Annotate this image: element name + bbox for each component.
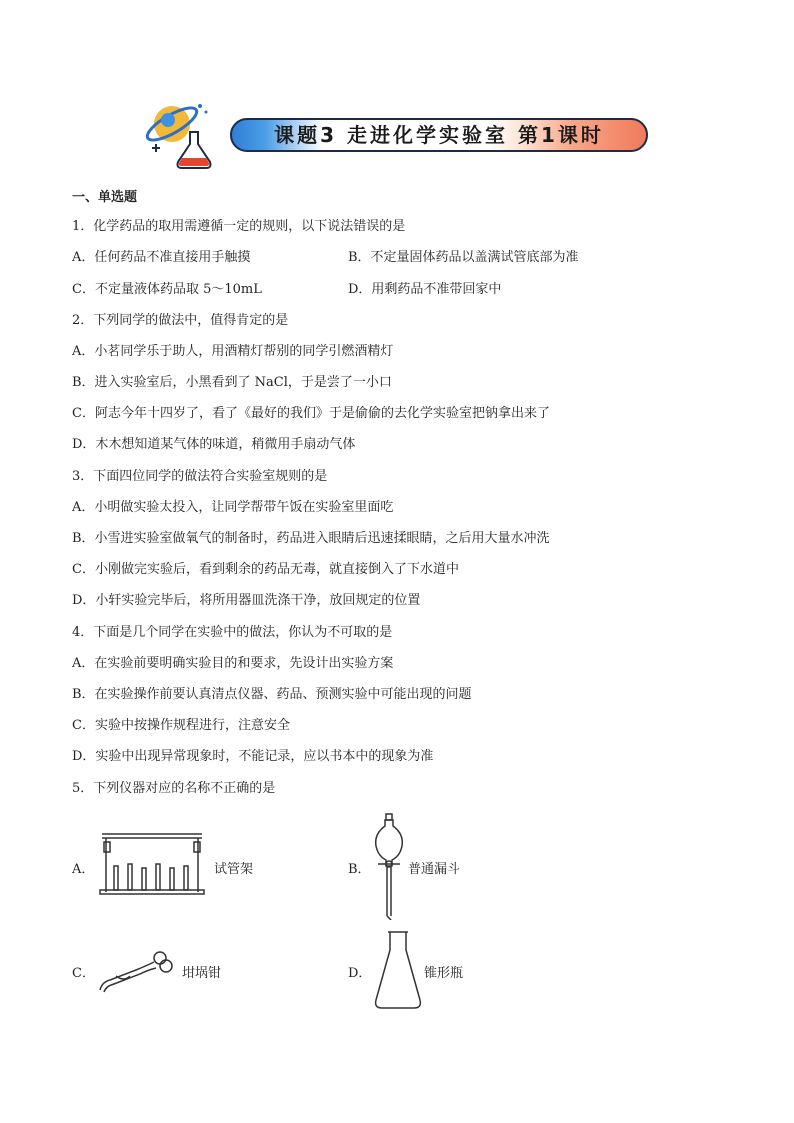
question-5-option-a-name: 试管架: [214, 862, 254, 877]
question-3-stem: 3．下面四位同学的做法符合实验室规则的是: [72, 469, 328, 484]
question-2-option-b: B．进入实验室后，小黑看到了 NaCl，于是尝了一小口: [72, 375, 392, 390]
question-5-option-d-letter: D．: [348, 966, 372, 981]
question-1-option-c: C．不定量液体药品取 5～10mL: [72, 282, 262, 297]
question-1-option-d: D．用剩药品不准带回家中: [348, 282, 502, 297]
science-logo-icon: [140, 96, 220, 174]
question-2-stem: 2．下列同学的做法中，值得肯定的是: [72, 313, 289, 328]
question-4-option-d: D．实验中出现异常现象时，不能记录，应以书本中的现象为准: [72, 749, 434, 764]
question-5-option-c-letter: C．: [72, 966, 95, 981]
question-3-option-c: C．小刚做完实验后，看到剩余的药品无毒，就直接倒入了下水道中: [72, 562, 459, 577]
conical-flask-icon: [372, 930, 424, 1010]
question-2-option-a: A．小茗同学乐于助人，用酒精灯帮别的同学引燃酒精灯: [72, 344, 394, 359]
separatory-funnel-icon: [372, 812, 406, 920]
question-4-option-b: B．在实验操作前要认真清点仪器、药品、预测实验中可能出现的问题: [72, 687, 472, 702]
question-3-option-a: A．小明做实验太投入，让同学帮带午饭在实验室里面吃: [72, 500, 394, 515]
question-1-option-b: B．不定量固体药品以盖满试管底部为准: [348, 250, 579, 265]
question-5-option-c-name: 坩埚钳: [182, 966, 222, 981]
question-4-stem: 4．下面是几个同学在实验中的做法，你认为不可取的是: [72, 625, 393, 640]
question-1-option-a: A．任何药品不准直接用手触摸: [72, 250, 251, 265]
question-5-stem: 5．下列仪器对应的名称不正确的是: [72, 781, 276, 796]
title-banner: [230, 118, 648, 152]
question-5-option-a-letter: A．: [72, 862, 95, 877]
question-2-option-c: C．阿志今年十四岁了，看了《最好的我们》于是偷偷的去化学实验室把钠拿出来了: [72, 406, 550, 421]
page-title: 课题3 走进化学实验室 第1课时: [274, 123, 604, 147]
header: [140, 96, 660, 174]
question-5-option-b-name: 普通漏斗: [408, 862, 461, 877]
question-2-option-d: D．木木想知道某气体的味道，稍微用手扇动气体: [72, 437, 356, 452]
question-5-option-d-name: 锥形瓶: [424, 966, 464, 981]
question-1-stem: 1．化学药品的取用需遵循一定的规则，以下说法错误的是: [72, 219, 406, 234]
crucible-tongs-icon: [96, 946, 176, 996]
question-3-option-d: D．小轩实验完毕后，将所用器皿洗涤干净，放回规定的位置: [72, 593, 421, 608]
test-tube-rack-icon: [98, 830, 206, 896]
question-5-option-b-letter: B．: [348, 862, 371, 877]
question-4-option-a: A．在实验前要明确实验目的和要求，先设计出实验方案: [72, 656, 394, 671]
section-heading: 一、单选题: [72, 190, 138, 205]
question-4-option-c: C．实验中按操作规程进行，注意安全: [72, 718, 290, 733]
question-3-option-b: B．小雪进实验室做氧气的制备时，药品进入眼睛后迅速揉眼睛，之后用大量水冲洗: [72, 531, 550, 546]
